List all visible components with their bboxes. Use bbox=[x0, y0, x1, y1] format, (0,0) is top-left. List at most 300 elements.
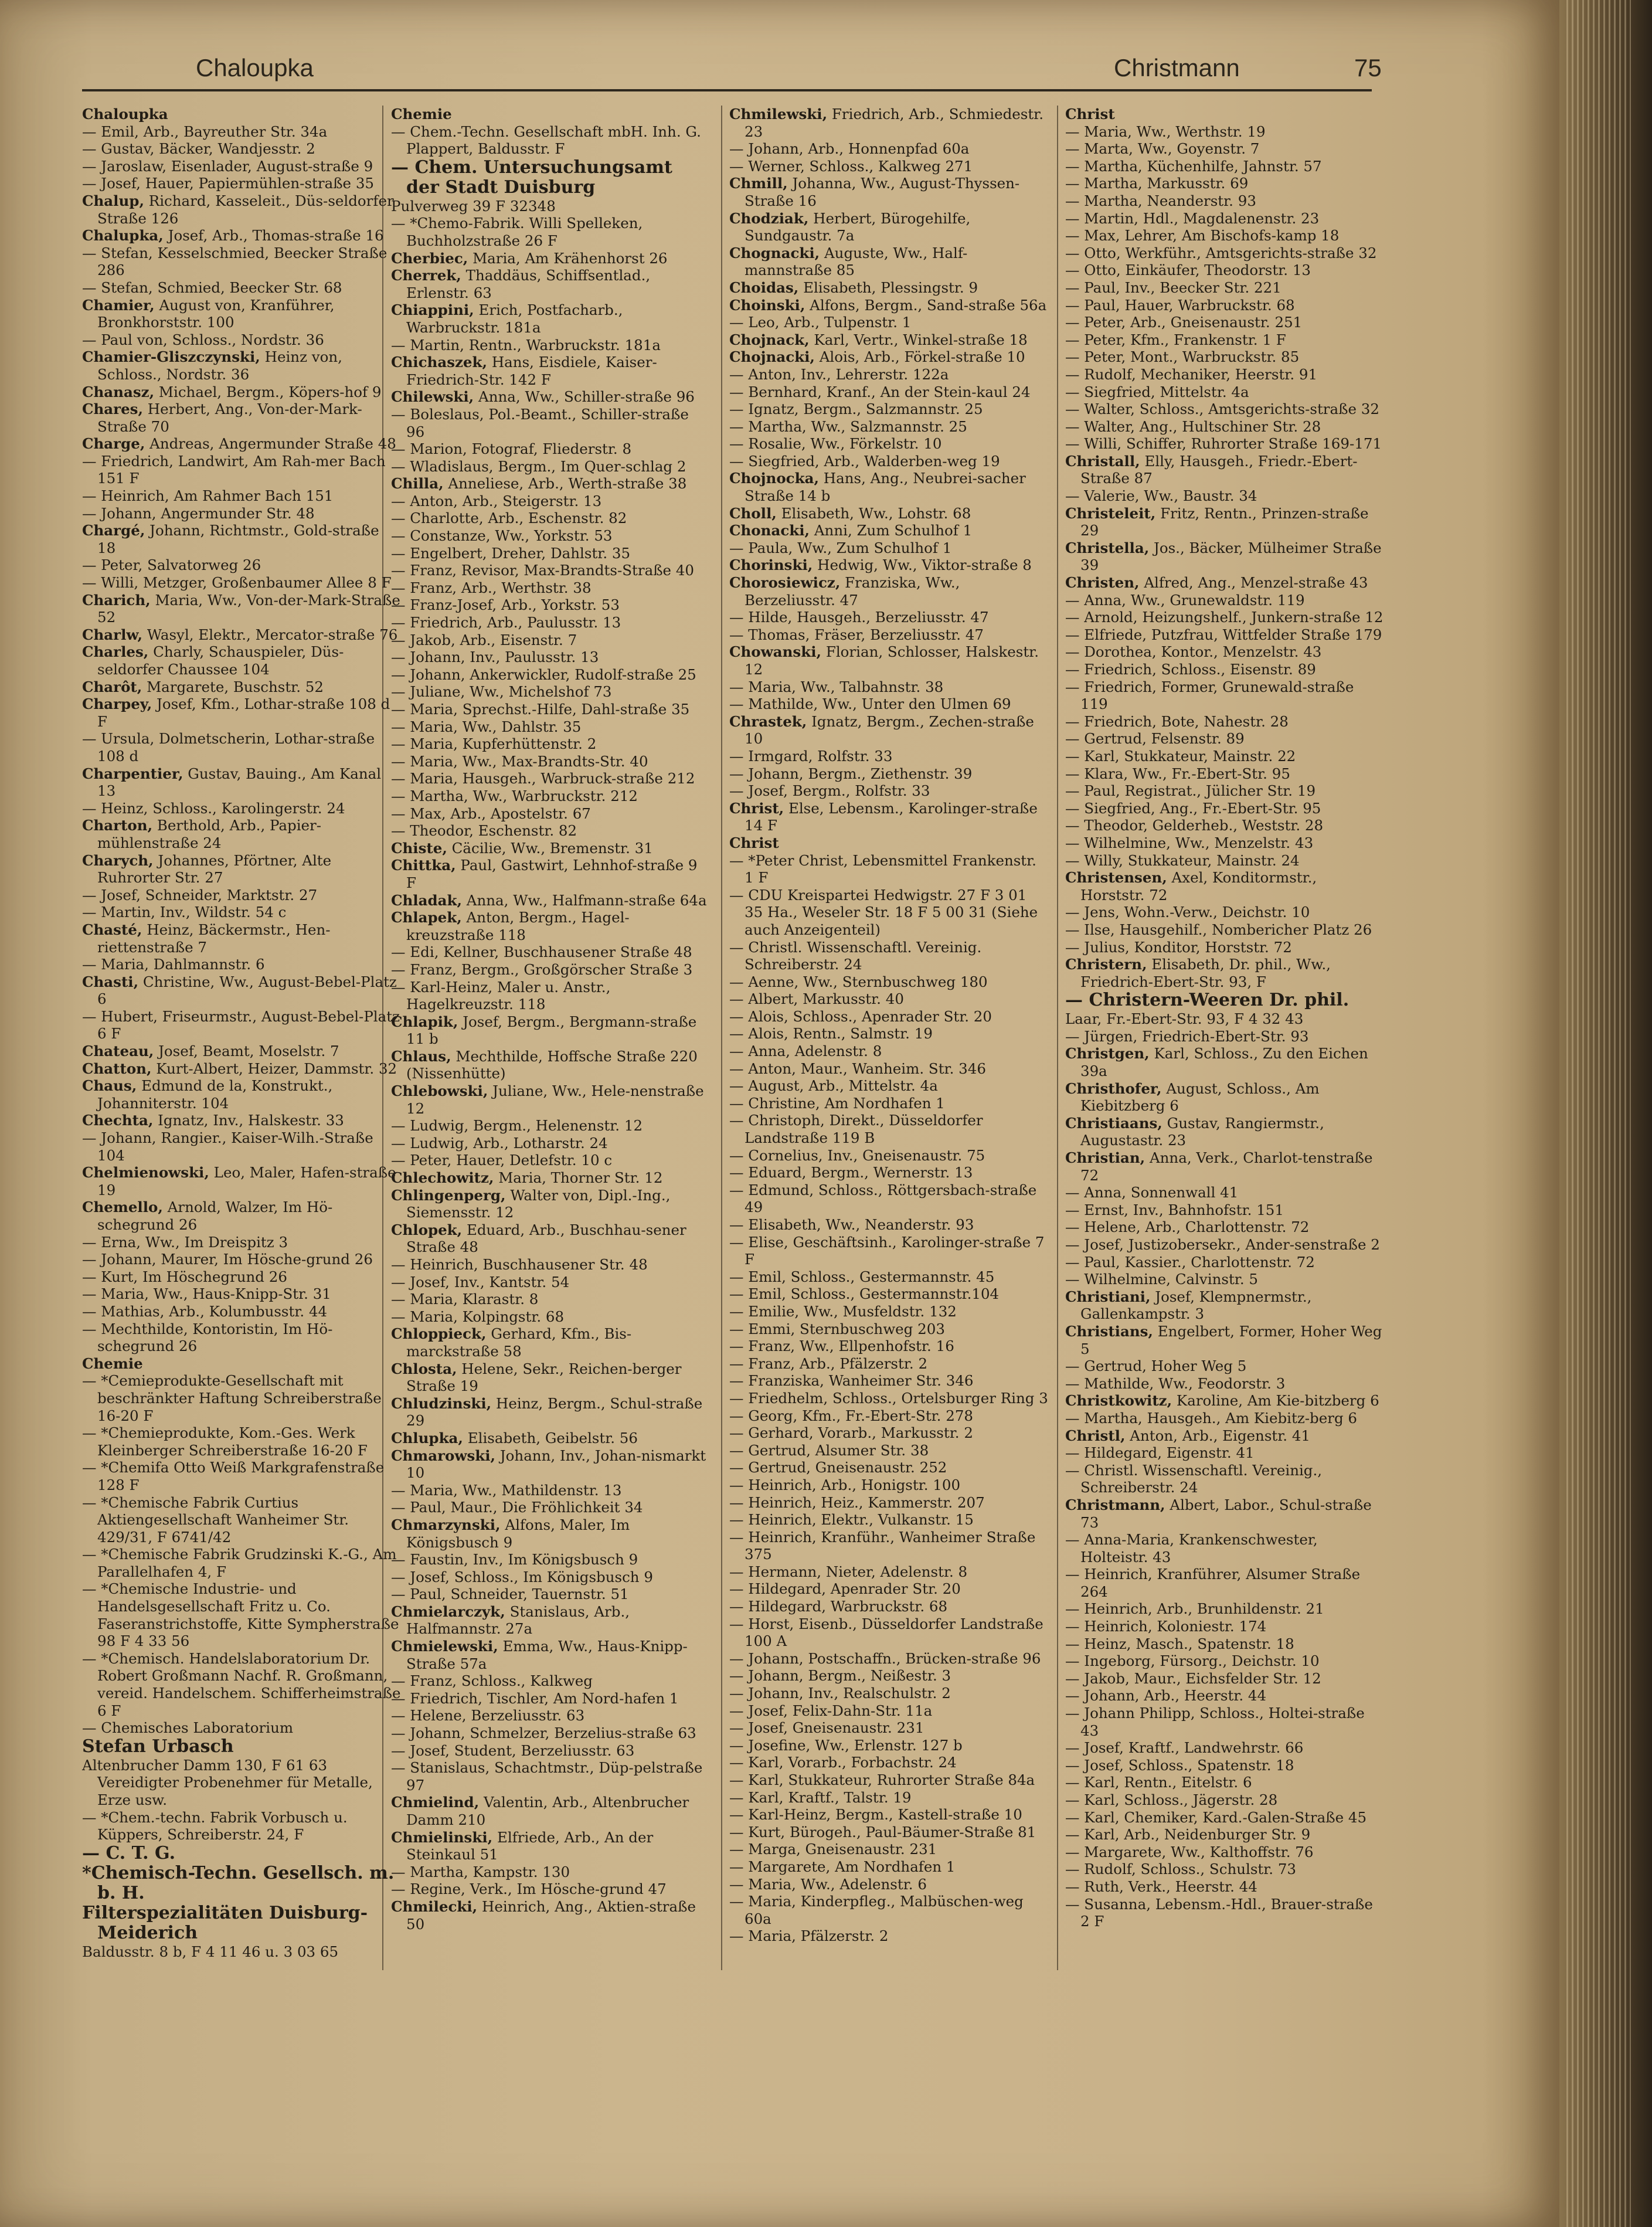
entry-details: Alfons, Maler, Im Königsbusch 9 bbox=[406, 1516, 630, 1551]
directory-entry bbox=[729, 1494, 1049, 1512]
directory-entry bbox=[1065, 869, 1385, 904]
directory-entry bbox=[729, 175, 1049, 209]
entry-details: — Franz, Ww., Ellpenhofstr. 16 bbox=[729, 1337, 954, 1355]
directory-entry bbox=[391, 458, 711, 476]
entry-details: — Maria, Klarastr. 8 bbox=[391, 1291, 539, 1308]
entry-details: Edmund de la, Konstrukt., Johanniterstr. 104 bbox=[97, 1077, 333, 1112]
directory-entry bbox=[729, 1824, 1049, 1841]
entry-details: — Ingeborg, Fürsorg., Deichstr. 10 bbox=[1065, 1652, 1320, 1670]
entry-name: Chichaszek, bbox=[391, 354, 488, 371]
directory-entry bbox=[82, 904, 402, 921]
entry-name: Choinski, bbox=[729, 296, 805, 314]
entry-details: — Karl, Arb., Neidenburger Str. 9 bbox=[1065, 1826, 1311, 1844]
entry-details: — Alois, Rentn., Salmstr. 19 bbox=[729, 1025, 933, 1043]
entry-details: — Maria, Dahlmannstr. 6 bbox=[82, 956, 265, 973]
directory-entry bbox=[391, 1863, 711, 1881]
directory-entry bbox=[82, 1234, 402, 1251]
directory-entry bbox=[1065, 1444, 1385, 1462]
entry-name: Christ bbox=[1065, 106, 1115, 123]
directory-entry bbox=[729, 1771, 1049, 1789]
entry-name: Christians, bbox=[1065, 1322, 1153, 1340]
entry-details: — Kurt, Bürogeh., Paul-Bäumer-Straße 81 bbox=[729, 1823, 1036, 1841]
directory-entry bbox=[729, 695, 1049, 713]
entry-details: — Anton, Maur., Wanheim. Str. 346 bbox=[729, 1060, 986, 1077]
entry-name: Christmann, bbox=[1065, 1496, 1165, 1513]
entry-details: — Johann, Arb., Honnenpfad 60a bbox=[729, 140, 970, 158]
entry-name: — C. T. G. bbox=[82, 1842, 176, 1863]
entry-details: — Heinrich, Heiz., Kammerstr. 207 bbox=[729, 1493, 985, 1511]
directory-entry bbox=[391, 892, 711, 909]
directory-entry bbox=[82, 158, 402, 175]
directory-entry bbox=[729, 1285, 1049, 1303]
directory-entry bbox=[391, 1707, 711, 1724]
directory-entry bbox=[82, 1129, 402, 1164]
entry-details: — Jaroslaw, Eisenlader, August-straße 9 bbox=[82, 157, 373, 175]
entry-details: — Werner, Schloss., Kalkweg 271 bbox=[729, 157, 973, 175]
directory-entry bbox=[391, 198, 711, 215]
entry-name: Charich, bbox=[82, 591, 151, 609]
directory-entry bbox=[729, 331, 1049, 349]
entry-details: — Josef, Kraftf., Landwehrstr. 66 bbox=[1065, 1739, 1304, 1757]
directory-entry bbox=[82, 1580, 402, 1649]
directory-entry bbox=[1065, 1531, 1385, 1566]
entry-details: Juliane, Ww., Hele-nenstraße 12 bbox=[406, 1082, 704, 1117]
directory-entry bbox=[82, 245, 402, 279]
entry-details: — Friedrich, Former, Grunewald-straße 119 bbox=[1065, 678, 1354, 713]
entry-details: — Mathias, Arb., Kolumbusstr. 44 bbox=[82, 1302, 328, 1320]
directory-entry bbox=[391, 1794, 711, 1828]
entry-name: Chladak, bbox=[391, 891, 463, 909]
entry-name: Chludzinski, bbox=[391, 1394, 492, 1412]
directory-entry bbox=[391, 1152, 711, 1169]
entry-details: — Ludwig, Arb., Lotharstr. 24 bbox=[391, 1134, 608, 1152]
entry-details: — Josefine, Ww., Erlenstr. 127 b bbox=[729, 1736, 963, 1754]
entry-details: — Marion, Fotograf, Fliederstr. 8 bbox=[391, 440, 632, 458]
directory-entry bbox=[729, 435, 1049, 453]
entry-details: — Arnold, Heizungshelf., Junkern-straße 12 bbox=[1065, 609, 1384, 626]
directory-entry bbox=[1065, 661, 1385, 678]
directory-entry bbox=[729, 1754, 1049, 1771]
directory-entry bbox=[1065, 1861, 1385, 1878]
entry-details: Maria, Thorner Str. 12 bbox=[494, 1169, 663, 1187]
entry-details: — Maria, Ww., Haus-Knipp-Str. 31 bbox=[82, 1285, 331, 1303]
entry-details: — Mathilde, Ww., Unter den Ulmen 69 bbox=[729, 695, 1011, 713]
directory-entry bbox=[1065, 435, 1385, 453]
directory-entry bbox=[729, 1737, 1049, 1754]
entry-details: — Christl. Wissenschaftl. Vereinig. Schreiberstr. 24 bbox=[729, 938, 982, 973]
directory-entry bbox=[729, 1060, 1049, 1078]
directory-entry bbox=[1065, 279, 1385, 297]
directory-entry bbox=[391, 1360, 711, 1395]
directory-entry bbox=[82, 1268, 402, 1286]
directory-entry bbox=[729, 1841, 1049, 1858]
directory-entry bbox=[391, 1430, 711, 1447]
entry-details: — Leo, Arb., Tulpenstr. 1 bbox=[729, 314, 912, 331]
entry-details: — Thomas, Fräser, Berzeliusstr. 47 bbox=[729, 626, 984, 643]
directory-entry bbox=[391, 666, 711, 684]
directory-entry bbox=[729, 418, 1049, 436]
entry-name: Chmilecki, bbox=[391, 1897, 478, 1915]
directory-entry bbox=[82, 1459, 402, 1493]
page-edges bbox=[1566, 0, 1631, 2227]
directory-entry bbox=[729, 158, 1049, 175]
entry-details: — Johann, Inv., Paulusstr. 13 bbox=[391, 649, 599, 666]
entry-details: Emma, Ww., Haus-Knipp-Straße 57a bbox=[406, 1638, 688, 1672]
directory-entry bbox=[1065, 1410, 1385, 1427]
entry-name: Christern, bbox=[1065, 956, 1147, 973]
entry-details: — Emmi, Sternbuschweg 203 bbox=[729, 1320, 945, 1337]
entry-name: Charton, bbox=[82, 817, 153, 834]
entry-name: Charôt, bbox=[82, 678, 142, 695]
entry-name: Chojnocka, bbox=[729, 470, 819, 487]
directory-entry bbox=[729, 1077, 1049, 1095]
entry-name: Christian, bbox=[1065, 1149, 1145, 1167]
directory-entry bbox=[391, 632, 711, 649]
entry-details: — *Chemifa Otto Weiß Markgrafenstraße 128 F bbox=[82, 1459, 385, 1493]
entry-details: — Willi, Metzger, Großenbaumer Allee 8 F bbox=[82, 574, 392, 592]
directory-entry bbox=[729, 1459, 1049, 1476]
entry-details: — Anton, Inv., Lehrerstr. 122a bbox=[729, 365, 949, 383]
directory-entry bbox=[1065, 574, 1385, 592]
directory-entry bbox=[729, 1337, 1049, 1355]
entry-details: — Franziska, Wanheimer Str. 346 bbox=[729, 1372, 974, 1390]
entry-name: Cherrek, bbox=[391, 267, 461, 284]
entry-details: — Siegfried, Arb., Walderben-weg 19 bbox=[729, 452, 1000, 470]
entry-details: — Siegfried, Ang., Fr.-Ebert-Str. 95 bbox=[1065, 799, 1321, 817]
entry-details: — Erna, Ww., Im Dreispitz 3 bbox=[82, 1233, 288, 1251]
entry-details: — Maria, Ww., Werthstr. 19 bbox=[1065, 123, 1266, 140]
entry-details: — Franz, Schloss., Kalkweg bbox=[391, 1672, 593, 1690]
directory-entry bbox=[1065, 1271, 1385, 1288]
entry-details: — Heinrich, Kranführ., Wanheimer Straße 375 bbox=[729, 1528, 1036, 1563]
directory-entry bbox=[391, 545, 711, 562]
directory-entry bbox=[391, 857, 711, 891]
entry-name: Chmarowski, bbox=[391, 1447, 496, 1464]
entry-name: Chlingenperg, bbox=[391, 1186, 506, 1204]
entry-details: — Stefan, Schmied, Beecker Str. 68 bbox=[82, 279, 342, 296]
entry-name: Chodziak, bbox=[729, 209, 809, 227]
entry-details: — *Chemo-Fabrik. Willi Spelleken, Buchholzstraße 26 F bbox=[391, 215, 643, 249]
directory-entry bbox=[82, 279, 402, 297]
directory-entry bbox=[82, 487, 402, 505]
entry-details: — Maria, Hausgeh., Warbruck-straße 212 bbox=[391, 770, 695, 787]
directory-entry bbox=[729, 279, 1049, 297]
directory-entry bbox=[1065, 1254, 1385, 1271]
directory-entry bbox=[391, 1759, 711, 1794]
entry-name: Chognacki, bbox=[729, 244, 820, 262]
entry-details: Elly, Hausgeh., Friedr.-Ebert-Straße 87 bbox=[1080, 452, 1358, 487]
entry-details: — Susanna, Lebensm.-Hdl., Brauer-straße 2 F bbox=[1065, 1895, 1373, 1930]
entry-details: — Hubert, Friseurmstr., August-Bebel-Platz 6 F bbox=[82, 1007, 400, 1043]
directory-entry bbox=[1065, 921, 1385, 939]
directory-entry bbox=[1065, 1652, 1385, 1670]
directory-entry bbox=[82, 505, 402, 522]
entry-details: — Gertrud, Gneisenaustr. 252 bbox=[729, 1459, 947, 1476]
entry-details: Johann, Inv., Johan-nismarkt 10 bbox=[406, 1447, 706, 1482]
entry-name: Choidas, bbox=[729, 279, 799, 296]
directory-entry bbox=[1065, 210, 1385, 228]
entry-details: — Edmund, Schloss., Röttgersbach-straße 49 bbox=[729, 1181, 1037, 1216]
directory-entry bbox=[729, 1511, 1049, 1529]
directory-entry bbox=[729, 1112, 1049, 1146]
running-head-left: Chaloupka bbox=[196, 54, 314, 82]
directory-entry bbox=[729, 643, 1049, 678]
directory-entry bbox=[391, 301, 711, 336]
directory-entry bbox=[82, 227, 402, 245]
entry-details: — Paul, Inv., Beecker Str. 221 bbox=[1065, 279, 1282, 296]
entry-details: — Emil, Schloss., Gestermannstr.104 bbox=[729, 1285, 1000, 1303]
directory-entry bbox=[1065, 1896, 1385, 1930]
entry-details: — *Peter Christ, Lebensmittel Frankenstr. 1 F bbox=[729, 851, 1036, 887]
entry-details: — Josef, Justizobersekr., Ander-senstraße 2 bbox=[1065, 1236, 1380, 1253]
directory-entry bbox=[729, 470, 1049, 504]
header-rule bbox=[82, 89, 1372, 91]
entry-details: — Albert, Markusstr. 40 bbox=[729, 990, 904, 1008]
directory-entry bbox=[729, 1927, 1049, 1945]
entry-details: — *Chemische Industrie- und Handelsgesellschaft Fritz u. Co. Faseranstrichstoffe, Kitte Sympherstraße 98 F 4 33 56 bbox=[82, 1580, 399, 1650]
directory-entry bbox=[1065, 175, 1385, 192]
entry-details: Maria, Am Krähenhorst 26 bbox=[468, 249, 668, 267]
entry-name: Chmielind, bbox=[391, 1794, 480, 1811]
entry-details: — Karl, Schloss., Jägerstr. 28 bbox=[1065, 1791, 1278, 1808]
entry-details: — Alois, Schloss., Apenrader Str. 20 bbox=[729, 1007, 992, 1025]
entry-name: Christkowitz, bbox=[1065, 1392, 1172, 1410]
entry-details: — Peter, Salvatorweg 26 bbox=[82, 556, 261, 574]
entry-details: — Walter, Schloss., Amtsgerichts-straße 32 bbox=[1065, 400, 1379, 418]
entry-details: Heinz, Bäckermstr., Hen-riettenstraße 7 bbox=[97, 921, 331, 956]
directory-entry bbox=[1065, 1618, 1385, 1635]
directory-entry bbox=[729, 990, 1049, 1008]
entry-details: — Margarete, Ww., Kalthoffstr. 76 bbox=[1065, 1843, 1314, 1861]
entry-details: Josef, Beamt, Moselstr. 7 bbox=[154, 1043, 339, 1060]
entry-name: Chmill, bbox=[729, 175, 788, 192]
entry-details: Altenbrucher Damm 130, F 61 63 Vereidigter Probenehmer für Metalle, Erze usw. bbox=[82, 1756, 373, 1808]
entry-details: Josef, Arb., Thomas-straße 16 bbox=[163, 227, 384, 245]
directory-entry bbox=[729, 1234, 1049, 1268]
entry-details: Herbert, Bürogehilfe, Sundgaustr. 7a bbox=[745, 209, 971, 245]
entry-details: — Friedrich, Bote, Nahestr. 28 bbox=[1065, 712, 1289, 730]
directory-entry bbox=[391, 1551, 711, 1569]
directory-entry bbox=[1065, 1149, 1385, 1184]
directory-entry bbox=[391, 1117, 711, 1135]
directory-entry bbox=[729, 400, 1049, 418]
entry-name: Christgen, bbox=[1065, 1045, 1150, 1062]
entry-details: — Heinrich, Kranführer, Alsumer Straße 264 bbox=[1065, 1566, 1361, 1600]
entry-details: — Gertrud, Felsenstr. 89 bbox=[1065, 730, 1245, 748]
directory-entry bbox=[82, 574, 402, 592]
directory-entry bbox=[1065, 331, 1385, 349]
directory-entry bbox=[82, 331, 402, 349]
page-number: 75 bbox=[1354, 54, 1382, 82]
entry-details: Laar, Fr.-Ebert-Str. 93, F 4 32 43 bbox=[1065, 1010, 1304, 1028]
directory-entry bbox=[1065, 1687, 1385, 1705]
entry-details: Elisabeth, Dr. phil., Ww., Friedrich-Ebert-Str. 93, F bbox=[1080, 956, 1331, 990]
directory-entry bbox=[82, 1372, 402, 1424]
directory-entry bbox=[729, 1598, 1049, 1615]
entry-name: Christ bbox=[729, 834, 779, 851]
directory-entry bbox=[729, 1043, 1049, 1060]
entry-details: — *Chem.-techn. Fabrik Vorbusch u. Küppers, Schreiberstr. 24, F bbox=[82, 1808, 348, 1844]
entry-name: — Chem. Untersuchungsamt der Stadt Duisburg bbox=[391, 157, 672, 198]
directory-entry bbox=[82, 973, 402, 1008]
entry-details: — Hildegard, Apenrader Str. 20 bbox=[729, 1580, 961, 1598]
entry-details: — Josef, Hauer, Papiermühlen-straße 35 bbox=[82, 175, 375, 192]
entry-name: Chmielewski, bbox=[391, 1638, 498, 1655]
directory-entry bbox=[729, 1702, 1049, 1720]
directory-entry bbox=[82, 1737, 402, 1757]
entry-details: — Johann, Schmelzer, Berzelius-straße 63 bbox=[391, 1724, 696, 1742]
entry-details: — Stefan, Kesselschmied, Beecker Straße 286 bbox=[82, 244, 387, 279]
directory-entry bbox=[1065, 192, 1385, 210]
entry-details: — Mechthilde, Kontoristin, Im Hö-schegrund 26 bbox=[82, 1320, 333, 1355]
entry-details: Josef, Bergm., Bergmann-straße 11 b bbox=[406, 1013, 697, 1048]
directory-entry bbox=[82, 1757, 402, 1809]
entry-details: Elisabeth, Geibelstr. 56 bbox=[463, 1429, 638, 1447]
directory-entry bbox=[729, 453, 1049, 470]
directory-entry bbox=[1065, 348, 1385, 366]
directory-entry bbox=[391, 1898, 711, 1933]
directory-entry bbox=[391, 1603, 711, 1638]
directory-entry bbox=[729, 1719, 1049, 1737]
entry-details: Hans, Eisdiele, Kaiser-Friedrich-Str. 142 F bbox=[406, 354, 657, 388]
directory-entry bbox=[1065, 834, 1385, 852]
directory-entry bbox=[82, 1251, 402, 1268]
directory-entry bbox=[82, 765, 402, 800]
entry-name: Chalupka, bbox=[82, 227, 164, 245]
directory-entry bbox=[391, 1291, 711, 1308]
directory-entry bbox=[82, 1043, 402, 1060]
directory-entry bbox=[82, 1303, 402, 1320]
directory-entry bbox=[391, 701, 711, 718]
directory-entry bbox=[391, 1829, 711, 1863]
directory-entry bbox=[729, 1667, 1049, 1685]
directory-entry bbox=[82, 1424, 402, 1459]
column-3 bbox=[729, 106, 1049, 1945]
entry-details: — Gerhard, Vorarb., Markusstr. 2 bbox=[729, 1424, 973, 1442]
directory-entry bbox=[82, 626, 402, 644]
directory-entry bbox=[391, 158, 711, 198]
entry-details: — Karl, Stukkateur, Mainstr. 22 bbox=[1065, 747, 1296, 765]
directory-entry bbox=[1065, 106, 1385, 123]
entry-details: — Martha, Ww., Warbruckstr. 212 bbox=[391, 787, 638, 804]
directory-entry bbox=[729, 1893, 1049, 1927]
entry-details: Heinz von, Schloss., Nordstr. 36 bbox=[97, 348, 342, 383]
directory-entry bbox=[729, 1806, 1049, 1824]
entry-details: — Jürgen, Friedrich-Ebert-Str. 93 bbox=[1065, 1027, 1309, 1045]
entry-details: August, Schloss., Am Kiebitzberg 6 bbox=[1080, 1079, 1320, 1115]
entry-name: Chorinski, bbox=[729, 556, 813, 574]
directory-entry bbox=[1065, 1080, 1385, 1115]
entry-details: — CDU Kreispartei Hedwigstr. 27 F 3 01 35 Ha., Weseler Str. 18 F 5 00 31 (Siehe auch Anzeigenteil) bbox=[729, 886, 1038, 938]
entry-details: Christine, Ww., August-Bebel-Platz 6 bbox=[97, 973, 397, 1008]
entry-name: Chmarzynski, bbox=[391, 1516, 501, 1533]
directory-entry bbox=[82, 1285, 402, 1303]
directory-entry bbox=[391, 614, 711, 632]
entry-details: — Karl, Chemiker, Kard.-Galen-Straße 45 bbox=[1065, 1808, 1367, 1826]
directory-entry bbox=[82, 921, 402, 956]
entry-details: — Hermann, Nieter, Adelenstr. 8 bbox=[729, 1563, 968, 1580]
entry-details: Baldusstr. 8 b, F 4 11 46 u. 3 03 65 bbox=[82, 1943, 339, 1960]
directory-entry bbox=[82, 1650, 402, 1719]
entry-name: Chares, bbox=[82, 400, 144, 418]
directory-entry bbox=[391, 1880, 711, 1898]
directory-entry bbox=[391, 267, 711, 301]
directory-entry bbox=[82, 348, 402, 383]
entry-details: Albert, Labor., Schul-straße 73 bbox=[1080, 1496, 1372, 1531]
directory-entry bbox=[1065, 730, 1385, 748]
entry-details: — Jens, Wohn.-Verw., Deichstr. 10 bbox=[1065, 904, 1310, 921]
entry-details: — Maria, Kinderpfleg., Malbüschen-weg 60a bbox=[729, 1893, 1024, 1927]
entry-details: — Boleslaus, Pol.-Beamt., Schiller-straße 96 bbox=[391, 405, 689, 440]
entry-name: Chamier, bbox=[82, 296, 155, 314]
directory-entry bbox=[82, 140, 402, 158]
entry-name: *Chemisch-Techn. Gesellsch. m. b. H. bbox=[82, 1862, 395, 1903]
directory-entry bbox=[1065, 1705, 1385, 1739]
entry-details: — Ursula, Dolmetscherin, Lothar-straße 108 d bbox=[82, 730, 375, 765]
directory-entry bbox=[391, 1135, 711, 1152]
entry-details: — Marga, Gneisenaustr. 231 bbox=[729, 1841, 937, 1858]
directory-entry bbox=[1065, 1774, 1385, 1791]
entry-name: Chlaus, bbox=[391, 1047, 451, 1065]
directory-entry bbox=[391, 753, 711, 770]
directory-entry bbox=[1065, 1878, 1385, 1896]
directory-entry bbox=[391, 440, 711, 458]
entry-name: Chowanski, bbox=[729, 643, 822, 661]
directory-entry bbox=[729, 678, 1049, 696]
entry-details: — Maria, Kupferhüttenstr. 2 bbox=[391, 735, 597, 753]
directory-entry bbox=[391, 683, 711, 701]
entry-details: — Constanze, Ww., Yorkstr. 53 bbox=[391, 527, 613, 545]
directory-entry bbox=[391, 1308, 711, 1326]
entry-details: — Friedrich, Landwirt, Am Rah-mer Bach 151 F bbox=[82, 452, 386, 487]
directory-entry bbox=[1065, 245, 1385, 262]
directory-entry bbox=[1065, 227, 1385, 245]
directory-entry bbox=[729, 140, 1049, 158]
entry-details: — Martha, Kampstr. 130 bbox=[391, 1863, 570, 1880]
entry-details: Kurt-Albert, Heizer, Dammstr. 32 bbox=[151, 1060, 397, 1077]
entry-details: — Bernhard, Kranf., An der Stein-kaul 24 bbox=[729, 383, 1031, 400]
directory-entry bbox=[82, 817, 402, 851]
directory-entry bbox=[82, 1844, 402, 1863]
entry-name: Christella, bbox=[1065, 539, 1150, 556]
directory-entry bbox=[82, 192, 402, 227]
entry-details: — Anna-Maria, Krankenschwester, Holteistr. 43 bbox=[1065, 1531, 1318, 1566]
entry-name: Chlupka, bbox=[391, 1429, 463, 1447]
entry-details: Michael, Bergm., Köpers-hof 9 bbox=[154, 383, 382, 400]
entry-details: — Paul, Schneider, Tauernstr. 51 bbox=[391, 1586, 629, 1603]
directory-entry bbox=[1065, 939, 1385, 956]
entry-details: Gustav, Bauing., Am Kanal 13 bbox=[97, 765, 382, 800]
entry-details: — Heinrich, Buschhausener Str. 48 bbox=[391, 1256, 648, 1273]
directory-entry bbox=[729, 939, 1049, 973]
entry-details: — Maria, Ww., Adelenstr. 6 bbox=[729, 1875, 927, 1893]
entry-name: Stefan Urbasch bbox=[82, 1736, 234, 1757]
directory-entry bbox=[729, 765, 1049, 783]
entry-details: — Johann, Bergm., Neißestr. 3 bbox=[729, 1667, 951, 1685]
directory-entry bbox=[1065, 1201, 1385, 1219]
entry-details: Florian, Schlosser, Halskestr. 12 bbox=[745, 643, 1039, 678]
entry-details: Johann, Richtmstr., Gold-straße 18 bbox=[97, 522, 379, 556]
entry-details: — Emilie, Ww., Musfeldstr. 132 bbox=[729, 1302, 957, 1320]
directory-entry bbox=[729, 245, 1049, 279]
entry-details: — Martha, Küchenhilfe, Jahnstr. 57 bbox=[1065, 157, 1322, 175]
directory-entry bbox=[391, 1724, 711, 1742]
entry-details: Jos., Bäcker, Mülheimer Straße 39 bbox=[1080, 539, 1382, 574]
entry-details: — Paul, Hauer, Warbruckstr. 68 bbox=[1065, 296, 1295, 314]
entry-details: — Johann, Maurer, Im Hösche-grund 26 bbox=[82, 1251, 373, 1268]
entry-details: — Hildegard, Warbruckstr. 68 bbox=[729, 1598, 948, 1615]
entry-details: — Christl. Wissenschaftl. Vereinig., Schreiberstr. 24 bbox=[1065, 1461, 1323, 1496]
